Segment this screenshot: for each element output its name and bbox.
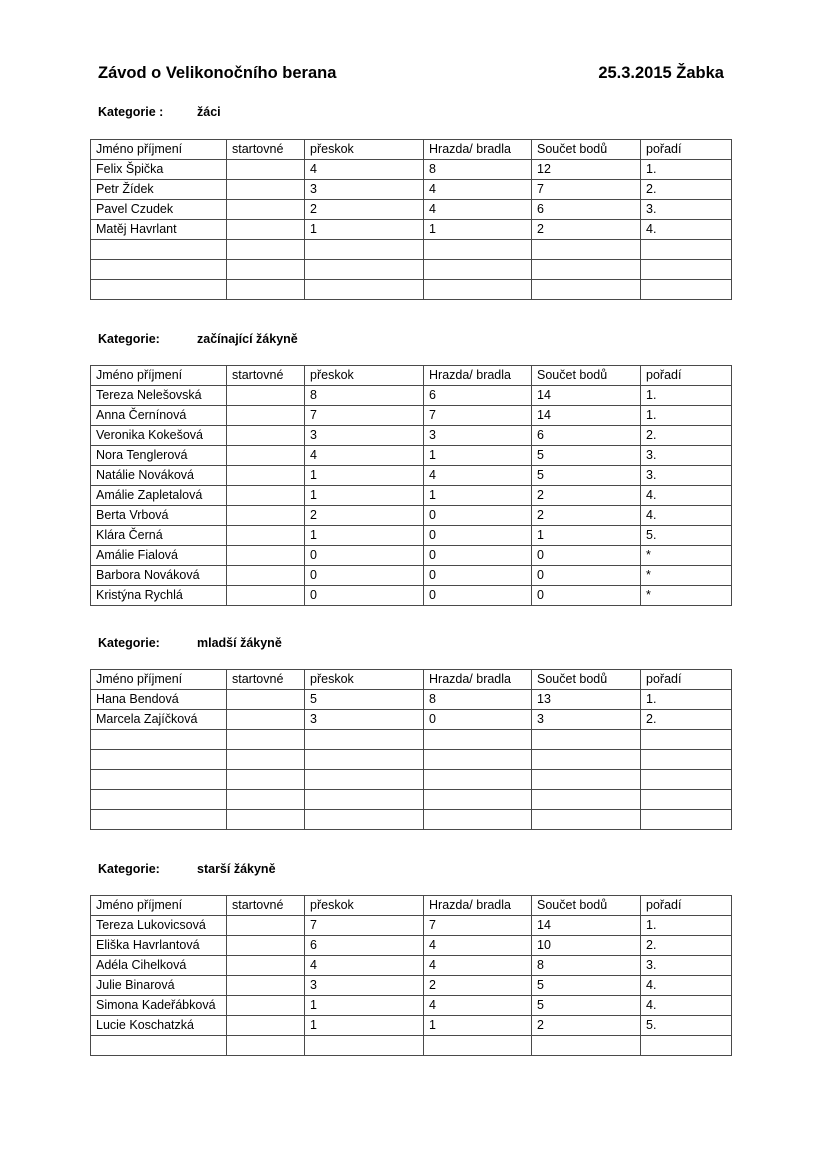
table-cell xyxy=(227,750,305,770)
column-header: Součet bodů xyxy=(532,670,641,690)
table-cell xyxy=(641,810,732,830)
table-cell: 0 xyxy=(305,566,424,586)
table-cell xyxy=(305,750,424,770)
category-heading xyxy=(98,862,276,876)
table-cell: 2. xyxy=(641,426,732,446)
table-cell: Simona Kadeřábková xyxy=(91,996,227,1016)
date-place: 25.3.2015 Žabka xyxy=(598,64,724,82)
table-cell: 8 xyxy=(305,386,424,406)
table-cell: 0 xyxy=(532,566,641,586)
table-cell xyxy=(227,426,305,446)
table-row xyxy=(91,566,732,586)
category-name: starší žákyně xyxy=(197,862,276,876)
table-cell xyxy=(641,1036,732,1056)
table-cell xyxy=(532,260,641,280)
table-cell: 1. xyxy=(641,916,732,936)
table-cell: Anna Černínová xyxy=(91,406,227,426)
table-cell: 8 xyxy=(424,690,532,710)
table-header-row xyxy=(91,366,732,386)
table-row xyxy=(91,1016,732,1036)
column-header: přeskok xyxy=(305,366,424,386)
table-cell: 4. xyxy=(641,976,732,996)
table-cell: 14 xyxy=(532,386,641,406)
table-header-row xyxy=(91,670,732,690)
table-row xyxy=(91,1036,732,1056)
table-cell: 0 xyxy=(424,546,532,566)
table-cell: 4. xyxy=(641,486,732,506)
table-row xyxy=(91,506,732,526)
table-cell xyxy=(227,546,305,566)
table-cell: Amálie Zapletalová xyxy=(91,486,227,506)
table-cell xyxy=(532,790,641,810)
table-cell: 4 xyxy=(424,996,532,1016)
column-header: přeskok xyxy=(305,670,424,690)
table-header-row xyxy=(91,896,732,916)
table-row xyxy=(91,406,732,426)
table-cell xyxy=(424,260,532,280)
table-cell: 3. xyxy=(641,446,732,466)
table-cell: 4. xyxy=(641,506,732,526)
table-cell: 0 xyxy=(424,586,532,606)
table-cell xyxy=(227,936,305,956)
table-cell xyxy=(227,956,305,976)
table-cell: 3 xyxy=(305,976,424,996)
table-cell xyxy=(641,280,732,300)
table-row xyxy=(91,770,732,790)
table-cell: Adéla Cihelková xyxy=(91,956,227,976)
table-cell: 7 xyxy=(305,406,424,426)
table-row xyxy=(91,976,732,996)
table-cell xyxy=(227,506,305,526)
table-cell: Julie Binarová xyxy=(91,976,227,996)
table-cell xyxy=(532,750,641,770)
table-cell: 2 xyxy=(532,1016,641,1036)
table-cell: 2. xyxy=(641,936,732,956)
table-cell: 4 xyxy=(424,180,532,200)
column-header: Součet bodů xyxy=(532,140,641,160)
category-label: Kategorie: xyxy=(98,862,160,876)
table-cell: 6 xyxy=(305,936,424,956)
table-cell: 12 xyxy=(532,160,641,180)
table-cell xyxy=(227,730,305,750)
table-header-row xyxy=(91,140,732,160)
table-cell: Kristýna Rychlá xyxy=(91,586,227,606)
table-cell: Tereza Nelešovská xyxy=(91,386,227,406)
table-row xyxy=(91,916,732,936)
table-cell xyxy=(227,810,305,830)
table-cell: Barbora Nováková xyxy=(91,566,227,586)
table-row xyxy=(91,526,732,546)
table-row xyxy=(91,466,732,486)
table-cell: 8 xyxy=(532,956,641,976)
table-cell xyxy=(227,406,305,426)
table-row xyxy=(91,280,732,300)
table-cell: 1 xyxy=(305,526,424,546)
column-header: Hrazda/ bradla xyxy=(424,140,532,160)
table-cell: 1. xyxy=(641,406,732,426)
table-row xyxy=(91,586,732,606)
table-cell xyxy=(424,240,532,260)
table-cell xyxy=(227,446,305,466)
table-cell xyxy=(641,750,732,770)
table-row xyxy=(91,730,732,750)
table-cell xyxy=(532,770,641,790)
column-header: Hrazda/ bradla xyxy=(424,366,532,386)
table-cell: Nora Tenglerová xyxy=(91,446,227,466)
category-label: Kategorie : xyxy=(98,105,164,119)
table-cell: 4 xyxy=(305,446,424,466)
table-cell xyxy=(424,750,532,770)
column-header: Jméno příjmení xyxy=(91,140,227,160)
table-cell: 14 xyxy=(532,406,641,426)
table-cell: 1 xyxy=(424,446,532,466)
table-cell: 3. xyxy=(641,956,732,976)
column-header: Jméno příjmení xyxy=(91,896,227,916)
table-cell: Petr Žídek xyxy=(91,180,227,200)
table-cell: 2 xyxy=(305,200,424,220)
table-cell xyxy=(91,280,227,300)
table-cell: 1 xyxy=(305,486,424,506)
table-row xyxy=(91,386,732,406)
table-cell xyxy=(227,160,305,180)
results-table xyxy=(90,139,732,300)
table-row xyxy=(91,200,732,220)
table-cell xyxy=(424,790,532,810)
table-cell: 2 xyxy=(532,220,641,240)
column-header: Hrazda/ bradla xyxy=(424,896,532,916)
table-cell xyxy=(227,1016,305,1036)
column-header: přeskok xyxy=(305,140,424,160)
table-cell: Klára Černá xyxy=(91,526,227,546)
table-cell: 8 xyxy=(424,160,532,180)
table-cell: 5 xyxy=(305,690,424,710)
table-row xyxy=(91,486,732,506)
table-cell: Lucie Koschatzká xyxy=(91,1016,227,1036)
table-cell xyxy=(424,730,532,750)
table-cell: 6 xyxy=(532,200,641,220)
table-cell: 1 xyxy=(532,526,641,546)
table-cell xyxy=(532,240,641,260)
table-cell xyxy=(227,1036,305,1056)
table-cell xyxy=(91,790,227,810)
table-cell xyxy=(227,770,305,790)
table-row xyxy=(91,690,732,710)
table-cell xyxy=(305,280,424,300)
table-cell xyxy=(305,730,424,750)
column-header: Jméno příjmení xyxy=(91,366,227,386)
category-heading xyxy=(98,332,298,346)
table-cell: 2 xyxy=(424,976,532,996)
table-cell: 1. xyxy=(641,160,732,180)
table-cell: 0 xyxy=(305,586,424,606)
table-cell xyxy=(641,730,732,750)
table-cell: 6 xyxy=(532,426,641,446)
table-cell: Tereza Lukovicsová xyxy=(91,916,227,936)
table-cell xyxy=(227,996,305,1016)
table-cell xyxy=(227,790,305,810)
table-cell xyxy=(227,486,305,506)
table-cell: 7 xyxy=(532,180,641,200)
table-cell: 1. xyxy=(641,690,732,710)
table-cell xyxy=(91,240,227,260)
table-row xyxy=(91,260,732,280)
table-cell xyxy=(227,200,305,220)
table-cell xyxy=(532,730,641,750)
column-header: Součet bodů xyxy=(532,366,641,386)
table-cell: 1 xyxy=(424,486,532,506)
table-row xyxy=(91,446,732,466)
table-cell: 10 xyxy=(532,936,641,956)
table-cell xyxy=(227,566,305,586)
column-header: startovné xyxy=(227,670,305,690)
column-header: Jméno příjmení xyxy=(91,670,227,690)
column-header: startovné xyxy=(227,140,305,160)
table-cell: 0 xyxy=(424,506,532,526)
table-cell: 7 xyxy=(424,406,532,426)
table-cell: 3 xyxy=(305,710,424,730)
table-row xyxy=(91,546,732,566)
table-row xyxy=(91,180,732,200)
table-cell: 3 xyxy=(305,426,424,446)
table-cell xyxy=(227,586,305,606)
table-cell: 2 xyxy=(532,506,641,526)
table-cell: 1 xyxy=(305,1016,424,1036)
table-cell: 1 xyxy=(424,220,532,240)
table-cell: Pavel Czudek xyxy=(91,200,227,220)
table-cell xyxy=(227,466,305,486)
table-cell: 14 xyxy=(532,916,641,936)
table-cell: 2 xyxy=(305,506,424,526)
table-cell xyxy=(227,976,305,996)
table-cell: 5 xyxy=(532,996,641,1016)
table-cell xyxy=(91,750,227,770)
table-cell xyxy=(532,1036,641,1056)
table-cell: 0 xyxy=(305,546,424,566)
category-name: žáci xyxy=(197,105,221,119)
table-cell: 3 xyxy=(424,426,532,446)
table-cell: 5 xyxy=(532,466,641,486)
column-header: pořadí xyxy=(641,670,732,690)
table-cell xyxy=(91,1036,227,1056)
category-label: Kategorie: xyxy=(98,332,160,346)
table-cell xyxy=(227,690,305,710)
table-cell: 4 xyxy=(305,160,424,180)
table-cell xyxy=(227,526,305,546)
table-cell: * xyxy=(641,546,732,566)
table-row xyxy=(91,956,732,976)
table-cell: 0 xyxy=(532,546,641,566)
table-cell: 4. xyxy=(641,220,732,240)
table-row xyxy=(91,240,732,260)
table-cell: * xyxy=(641,586,732,606)
column-header: Součet bodů xyxy=(532,896,641,916)
table-cell xyxy=(91,260,227,280)
table-cell: 7 xyxy=(305,916,424,936)
table-cell: Eliška Havrlantová xyxy=(91,936,227,956)
table-cell: Berta Vrbová xyxy=(91,506,227,526)
table-cell: 1 xyxy=(305,466,424,486)
table-row xyxy=(91,220,732,240)
table-row xyxy=(91,710,732,730)
results-table xyxy=(90,895,732,1056)
category-heading xyxy=(98,636,282,650)
table-cell: 3. xyxy=(641,466,732,486)
table-cell: 3 xyxy=(532,710,641,730)
table-cell: 3. xyxy=(641,200,732,220)
table-cell xyxy=(227,710,305,730)
table-cell: 6 xyxy=(424,386,532,406)
table-row xyxy=(91,810,732,830)
table-cell xyxy=(305,810,424,830)
table-cell: 1 xyxy=(305,996,424,1016)
table-cell xyxy=(227,386,305,406)
table-cell: 1. xyxy=(641,386,732,406)
table-cell: 5. xyxy=(641,526,732,546)
table-cell xyxy=(91,810,227,830)
table-cell: 0 xyxy=(424,526,532,546)
table-cell: Hana Bendová xyxy=(91,690,227,710)
table-cell: 1 xyxy=(424,1016,532,1036)
results-table xyxy=(90,669,732,830)
table-cell xyxy=(641,260,732,280)
table-cell: Natálie Nováková xyxy=(91,466,227,486)
table-cell: 5. xyxy=(641,1016,732,1036)
table-cell: 4. xyxy=(641,996,732,1016)
table-cell: 4 xyxy=(424,956,532,976)
table-cell: Amálie Fialová xyxy=(91,546,227,566)
table-cell xyxy=(424,1036,532,1056)
table-cell xyxy=(424,810,532,830)
table-row xyxy=(91,790,732,810)
table-cell: 3 xyxy=(305,180,424,200)
table-cell xyxy=(305,240,424,260)
column-header: přeskok xyxy=(305,896,424,916)
table-cell: 4 xyxy=(424,466,532,486)
table-cell: 4 xyxy=(424,936,532,956)
table-cell xyxy=(227,260,305,280)
table-row xyxy=(91,750,732,770)
table-cell: Matěj Havrlant xyxy=(91,220,227,240)
table-row xyxy=(91,160,732,180)
table-row xyxy=(91,996,732,1016)
table-cell xyxy=(305,1036,424,1056)
table-cell: Felix Špička xyxy=(91,160,227,180)
category-heading xyxy=(98,105,221,119)
table-cell xyxy=(91,730,227,750)
table-cell: 0 xyxy=(424,710,532,730)
table-cell xyxy=(305,770,424,790)
table-row xyxy=(91,936,732,956)
table-cell: 7 xyxy=(424,916,532,936)
table-row xyxy=(91,426,732,446)
table-cell: 4 xyxy=(305,956,424,976)
table-cell xyxy=(305,790,424,810)
results-table xyxy=(90,365,732,606)
table-cell xyxy=(424,770,532,790)
column-header: pořadí xyxy=(641,366,732,386)
table-cell xyxy=(91,770,227,790)
table-cell xyxy=(532,280,641,300)
table-cell: * xyxy=(641,566,732,586)
table-cell: 5 xyxy=(532,446,641,466)
table-cell xyxy=(227,180,305,200)
table-cell: 2. xyxy=(641,710,732,730)
table-cell: 2 xyxy=(532,486,641,506)
column-header: Hrazda/ bradla xyxy=(424,670,532,690)
table-cell xyxy=(641,790,732,810)
table-cell: Veronika Kokešová xyxy=(91,426,227,446)
table-cell xyxy=(227,240,305,260)
table-cell: 13 xyxy=(532,690,641,710)
table-cell: 4 xyxy=(424,200,532,220)
table-cell xyxy=(227,280,305,300)
table-cell xyxy=(424,280,532,300)
table-cell: 5 xyxy=(532,976,641,996)
table-cell xyxy=(641,240,732,260)
column-header: startovné xyxy=(227,366,305,386)
category-name: začínající žákyně xyxy=(197,332,298,346)
table-cell xyxy=(641,770,732,790)
table-cell xyxy=(532,810,641,830)
category-label: Kategorie: xyxy=(98,636,160,650)
table-cell xyxy=(227,916,305,936)
table-cell xyxy=(227,220,305,240)
column-header: startovné xyxy=(227,896,305,916)
page-title: Závod o Velikonočního berana xyxy=(98,64,337,82)
table-cell: Marcela Zajíčková xyxy=(91,710,227,730)
table-cell: 0 xyxy=(424,566,532,586)
column-header: pořadí xyxy=(641,896,732,916)
column-header: pořadí xyxy=(641,140,732,160)
table-cell: 2. xyxy=(641,180,732,200)
table-cell: 1 xyxy=(305,220,424,240)
table-cell: 0 xyxy=(532,586,641,606)
category-name: mladší žákyně xyxy=(197,636,282,650)
table-cell xyxy=(305,260,424,280)
document-header xyxy=(98,64,724,88)
